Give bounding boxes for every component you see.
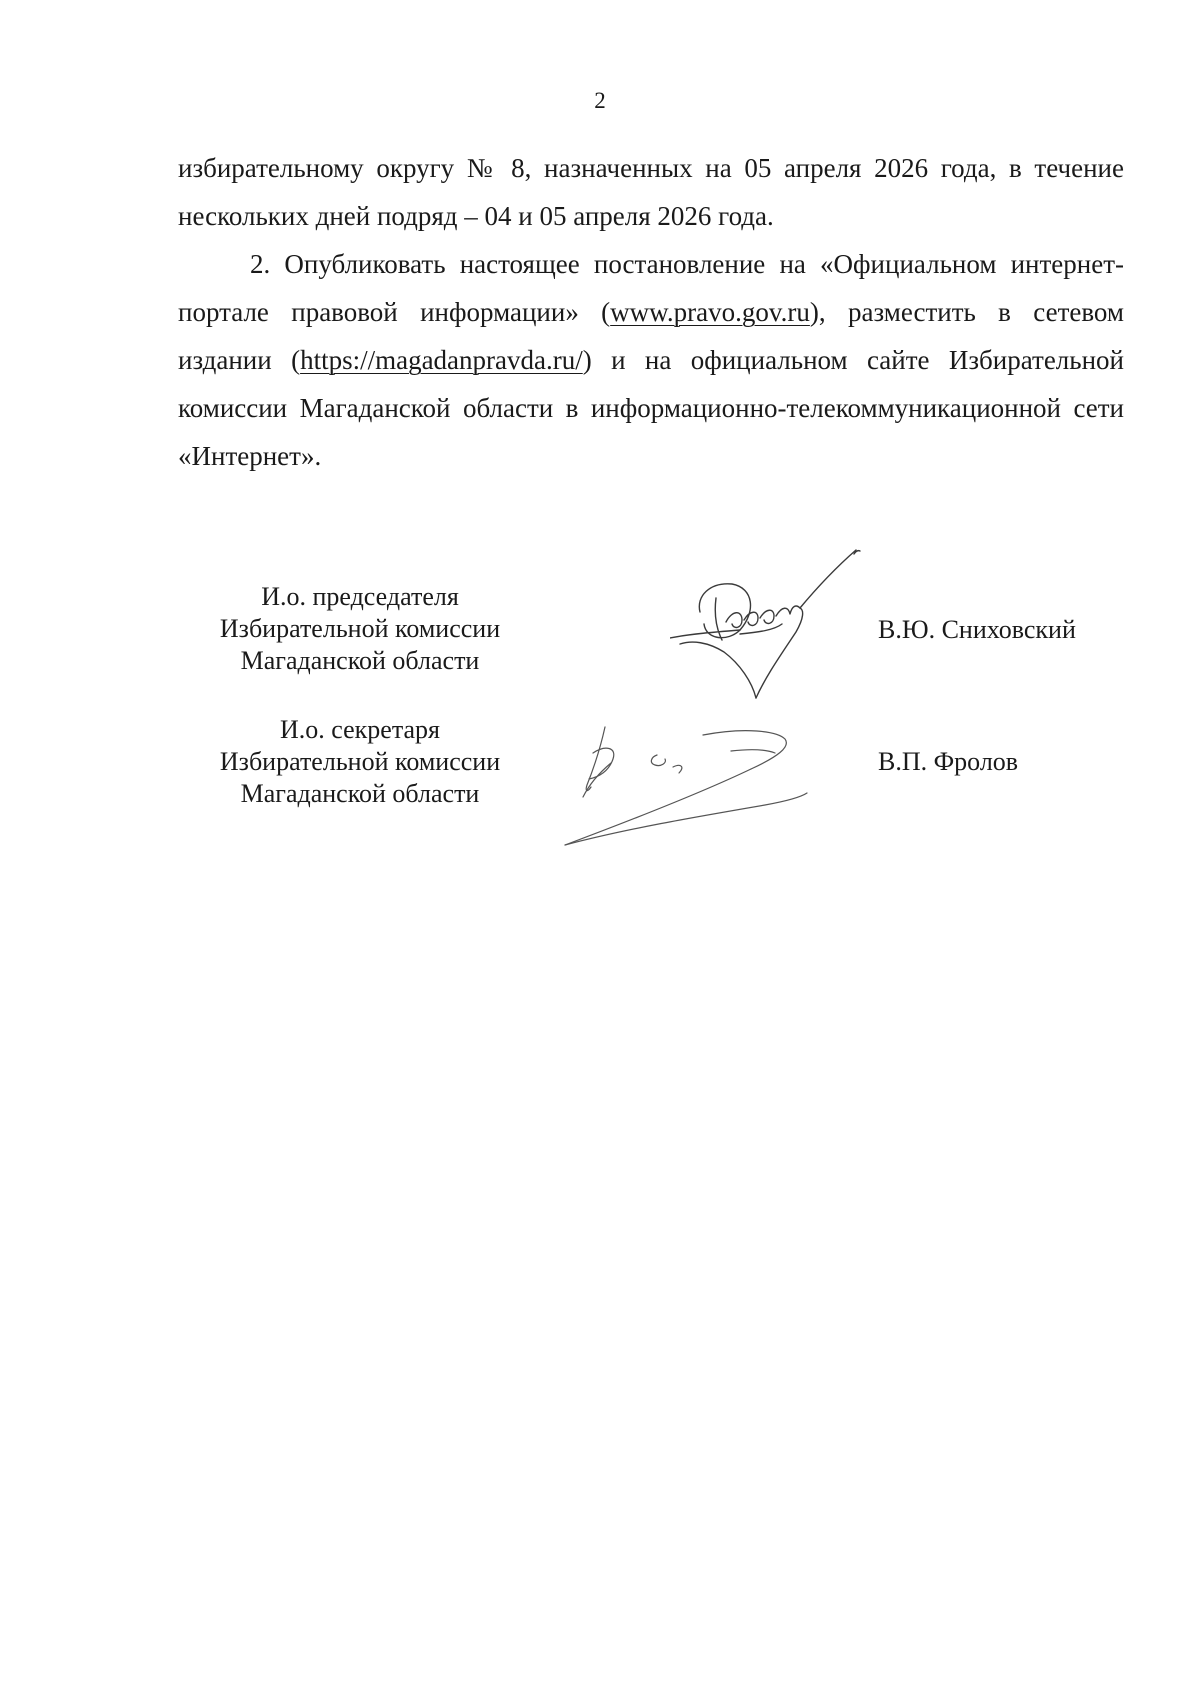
secretary-name: В.П. Фролов [878,747,1019,776]
chairman-name: В.Ю. Сниховский [878,615,1076,644]
pravo-link[interactable]: www.pravo.gov.ru [610,297,810,327]
secretary-position-line-1: И.о. секретаря [279,715,441,744]
secretary-position [190,714,530,810]
chairman-signature [670,548,890,708]
secretary-position-line-2: Избирательной комиссии [219,747,501,776]
paragraph-publication-part-1: 2. Опубликовать настоящее постановление на «Официальном интернет-портале правовой информации» ( [178,249,1124,327]
secretary-signature [555,725,825,855]
paragraph-continuation: избирательному округу № 8, назначенных на 05 апреля 2026 года, в течение нескольких дней подряд – 04 и 05 апреля 2026 года. [178,153,1124,231]
chairman-position-line-2: Избирательной комиссии [219,614,501,643]
chairman-position-line-3: Магаданской области [240,646,480,675]
secretary-position-line-3: Магаданской области [240,779,480,808]
paragraph-publication-part-2: ), разместить в сетевом издании ( [178,297,1124,375]
page-number: 2 [594,88,606,113]
chairman-position-line-1: И.о. председателя [261,582,459,611]
paragraph-publication-part-3: ) и на официальном сайте Избирательной комиссии Магаданской области в информационно-телекоммуникационной сети «Интернет». [178,345,1124,471]
magadanpravda-link[interactable]: https://magadanpravda.ru/ [300,345,583,375]
chairman-position [190,581,530,677]
paragraph-publication [178,240,1124,480]
